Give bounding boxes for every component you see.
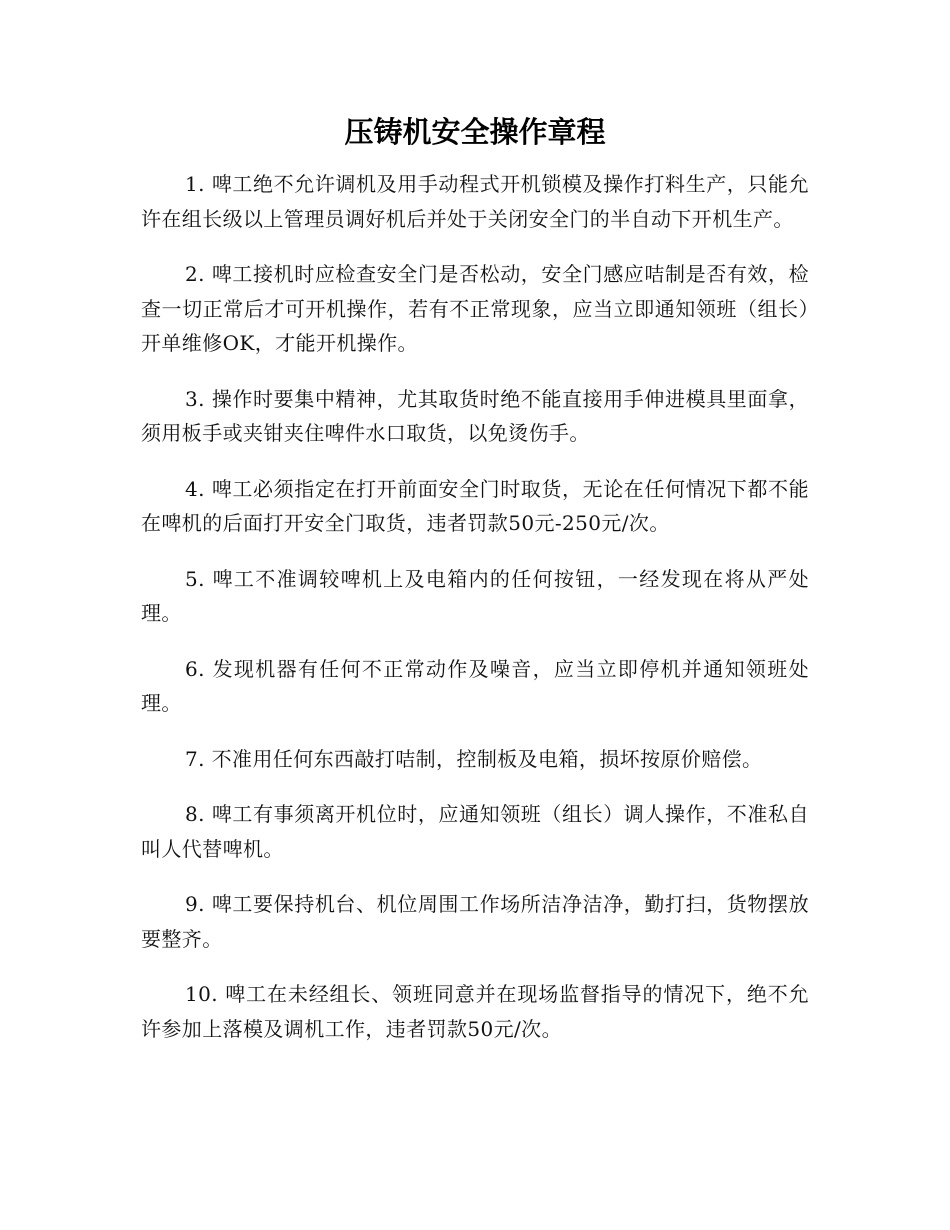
rule-2: 2. 啤工接机时应检查安全门是否松动，安全门感应咭制是否有效，检查一切正常后才可开机操作，若有不正常现象，应当立即通知领班（组长）开单维修OK，才能开机操作。: [141, 262, 809, 355]
rule-3: 3. 操作时要集中精神，尤其取货时绝不能直接用手伸进模具里面拿，须用板手或夹钳夹住啤件水口取货，以免烫伤手。: [141, 386, 809, 445]
rule-7: 7. 不准用任何东西敲打咭制，控制板及电箱，损坏按原价赔偿。: [185, 746, 763, 771]
rule-8: 8. 啤工有事须离开机位时，应通知领班（组长）调人操作，不准私自叫人代替啤机。: [141, 802, 809, 861]
rule-4: 4. 啤工必须指定在打开前面安全门时取货，无论在任何情况下都不能在啤机的后面打开安全门取货，违者罚款50元-250元/次。: [141, 476, 809, 535]
rule-9: 9. 啤工要保持机台、机位周围工作场所洁净洁净，勤打扫，货物摆放要整齐。: [141, 892, 809, 951]
rule-6: 6. 发现机器有任何不正常动作及噪音，应当立即停机并通知领班处理。: [141, 656, 809, 715]
rule-5: 5. 啤工不准调较啤机上及电箱内的任何按钮，一经发现在将从严处理。: [141, 566, 809, 625]
document-title: 压铸机安全操作章程: [344, 115, 606, 149]
rules-list: [141, 167, 809, 1067]
rule-1: 1. 啤工绝不允许调机及用手动程式开机锁模及操作打料生产，只能允许在组长级以上管理员调好机后并处于关闭安全门的半自动下开机生产。: [141, 172, 809, 231]
rule-10: 10. 啤工在未经组长、领班同意并在现场监督指导的情况下，绝不允许参加上落模及调机工作，违者罚款50元/次。: [141, 982, 809, 1041]
